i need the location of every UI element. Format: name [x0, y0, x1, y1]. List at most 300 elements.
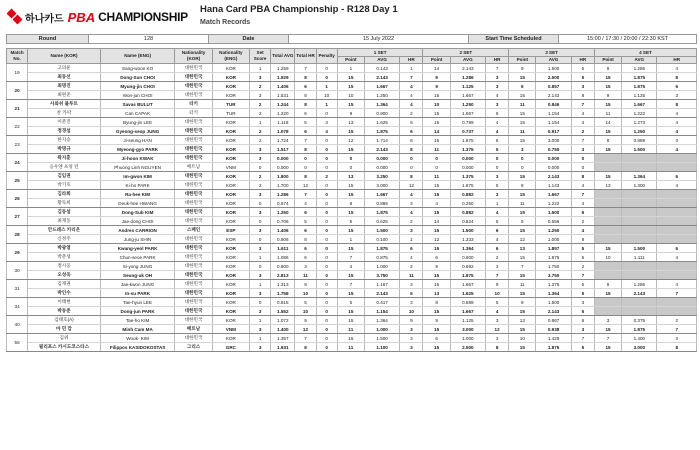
set-2-avg: 0.000	[450, 154, 485, 163]
penalty: 0	[316, 343, 337, 352]
nationality-eng: TUR	[212, 109, 249, 118]
set-2-hr: 4	[486, 91, 509, 100]
player-name-eng: Deuk-hee HWANG	[100, 199, 175, 208]
set-1-avg: 1.364	[364, 316, 399, 325]
set-2-avg: 1.625	[450, 289, 485, 298]
set-3-hr: 2	[571, 127, 594, 136]
set-2-point: 9	[423, 73, 450, 82]
set-1-avg: 1.100	[364, 343, 399, 352]
player-name-kor: 김동섭	[28, 208, 101, 217]
set-3-hr: 4	[571, 181, 594, 190]
col-hr: HR	[657, 57, 697, 64]
set-score: 3	[250, 154, 271, 163]
player-row	[7, 217, 697, 226]
set-2-avg: 0.692	[450, 262, 485, 271]
set-3-avg: 0.000	[536, 163, 571, 172]
nationality-eng: TUR	[212, 100, 249, 109]
set-2-avg: 1.333	[450, 235, 485, 244]
set-2-hr: 4	[486, 235, 509, 244]
total-hr: 11	[295, 271, 316, 280]
set-3-point: 15	[509, 271, 536, 280]
set-1-hr: 9	[400, 316, 423, 325]
set-2-point: 13	[423, 289, 450, 298]
penalty: 0	[316, 262, 337, 271]
set-1-point: 15	[337, 145, 364, 154]
championship-logo	[8, 7, 188, 27]
set-4-hr	[657, 217, 697, 226]
player-name-eng: Ki-ho PARK	[100, 181, 175, 190]
set-1-avg: 0.000	[364, 163, 399, 172]
nationality-kor: 대한민국	[175, 298, 212, 307]
total-avg: 1.517	[271, 145, 295, 154]
set-3-point: 10	[509, 334, 536, 343]
set-4-hr: 8	[657, 100, 697, 109]
set-score: 2	[250, 109, 271, 118]
set-4-point: 15	[594, 100, 621, 109]
set-4-point	[594, 190, 621, 199]
set-score: 3	[250, 145, 271, 154]
set-1-hr: 1	[400, 235, 423, 244]
match-number: 21	[7, 100, 28, 118]
col-name-kor: Name (KOR)	[28, 49, 101, 64]
penalty: 0	[316, 316, 337, 325]
player-name-eng: Phuong Linh NGUYEN	[100, 163, 175, 172]
set-score: 1	[250, 253, 271, 262]
set-2-avg: 0.824	[450, 217, 485, 226]
player-row	[7, 307, 697, 316]
col-nationality-kor: Nationality (KOR)	[175, 49, 212, 64]
set-4-hr	[657, 199, 697, 208]
player-name-eng: Andres CARRION	[100, 226, 175, 235]
player-name-kor: 김태호(A)	[28, 316, 101, 325]
set-3-avg: 0.857	[536, 82, 571, 91]
total-hr: 8	[295, 73, 316, 82]
set-1-point: 10	[337, 91, 364, 100]
set-4-hr: 3	[657, 91, 697, 100]
penalty: 0	[316, 136, 337, 145]
start-time-label: Start Time Scheduled	[469, 35, 559, 44]
set-2-avg: 0.600	[450, 253, 485, 262]
set-3-hr: 0	[571, 163, 594, 172]
set-3-avg: 1.500	[536, 64, 571, 73]
player-row	[7, 199, 697, 208]
set-2-hr: 9	[486, 280, 509, 289]
player-name-eng: Savas BULUT	[100, 100, 175, 109]
set-1-hr: 12	[400, 181, 423, 190]
set-2-avg: 1.667	[450, 91, 485, 100]
total-hr: 12	[295, 325, 316, 334]
set-2-point: 6	[423, 334, 450, 343]
set-2-hr: 3	[486, 100, 509, 109]
total-avg: 0.815	[271, 298, 295, 307]
set-1-point: 7	[337, 280, 364, 289]
set-2-avg: 1.000	[450, 334, 485, 343]
match-number: 40	[7, 316, 28, 334]
set-4-point: 15	[594, 73, 621, 82]
set-3-avg: 2.143	[536, 91, 571, 100]
set-1-point: 9	[337, 109, 364, 118]
set-1-hr: 5	[400, 289, 423, 298]
set-1-avg: 0.900	[364, 109, 399, 118]
set-1-hr: 8	[400, 172, 423, 181]
set-3-avg: 0.846	[536, 100, 571, 109]
set-score: 2	[250, 181, 271, 190]
penalty: 0	[316, 64, 337, 73]
set-1-avg: 1.250	[364, 91, 399, 100]
player-row	[7, 163, 697, 172]
nationality-kor: 터키	[175, 100, 212, 109]
penalty: 0	[316, 280, 337, 289]
set-2-hr: 6	[486, 109, 509, 118]
penalty: 0	[316, 307, 337, 316]
set-1-point: 15	[337, 208, 364, 217]
player-row	[7, 271, 697, 280]
set-score: 3	[250, 325, 271, 334]
set-score: 2	[250, 136, 271, 145]
set-2-avg: 1.375	[450, 172, 485, 181]
player-row	[7, 109, 697, 118]
player-name-kor: 오성욱	[28, 271, 101, 280]
set-4-hr: 4	[657, 181, 697, 190]
set-3-hr: 5	[571, 343, 594, 352]
set-2-point: 14	[423, 217, 450, 226]
set-2-avg: 0.250	[450, 199, 485, 208]
set-3-hr: 6	[571, 208, 594, 217]
set-score: 1	[250, 316, 271, 325]
set-3-avg: 0.750	[536, 145, 571, 154]
set-2-hr: 3	[486, 190, 509, 199]
total-hr: 5	[295, 298, 316, 307]
date-label: Date	[209, 35, 289, 44]
set-4-avg: 1.364	[622, 172, 657, 181]
nationality-kor: 대한민국	[175, 118, 212, 127]
set-4-avg: 1.500	[622, 244, 657, 253]
total-hr: 7	[295, 136, 316, 145]
set-1-point: 15	[337, 127, 364, 136]
nationality-eng: KOR	[212, 235, 249, 244]
total-hr: 4	[295, 199, 316, 208]
set-1-point: 15	[337, 307, 364, 316]
total-avg: 1.244	[271, 100, 295, 109]
set-3-hr: 8	[571, 172, 594, 181]
col-avg: AVG	[450, 57, 485, 64]
col-avg: AVG	[622, 57, 657, 64]
nationality-kor: 대한민국	[175, 262, 212, 271]
set-4-point: 8	[594, 136, 621, 145]
player-name-eng: Chun-seoe PARK	[100, 253, 175, 262]
set-3-avg: 1.500	[536, 208, 571, 217]
set-3-point: 11	[509, 280, 536, 289]
player-name-eng: Si-yong JUNG	[100, 262, 175, 271]
set-4-hr: 4	[657, 253, 697, 262]
total-hr: 6	[295, 127, 316, 136]
set-2-avg: 0.882	[450, 190, 485, 199]
total-hr: 8	[295, 343, 316, 352]
player-row	[7, 82, 697, 91]
set-3-hr: 7	[571, 334, 594, 343]
penalty: 0	[316, 181, 337, 190]
total-avg: 1.929	[271, 73, 295, 82]
set-4-avg: 2.143	[622, 289, 657, 298]
set-1-point: 11	[337, 325, 364, 334]
set-1-avg: 3.000	[364, 181, 399, 190]
nationality-eng: VNM	[212, 325, 249, 334]
set-2-hr: 4	[486, 127, 509, 136]
set-4-avg	[622, 163, 657, 172]
set-3-point: 13	[509, 244, 536, 253]
set-2-avg: 1.667	[450, 280, 485, 289]
set-3-avg: 0.917	[536, 127, 571, 136]
page-title: Hana Card PBA Championship - R128 Day 1	[200, 4, 398, 15]
player-name-kor: 박기호	[28, 181, 101, 190]
set-2-point: 14	[423, 64, 450, 73]
set-2-point: 4	[423, 199, 450, 208]
set-4-point	[594, 199, 621, 208]
nationality-eng: KOR	[212, 316, 249, 325]
set-score: 3	[250, 91, 271, 100]
player-name-kor: 한지승	[28, 136, 101, 145]
penalty: 2	[316, 172, 337, 181]
col-set-2: 2 SET	[423, 49, 509, 57]
set-4-point: 10	[594, 253, 621, 262]
total-hr: 6	[295, 226, 316, 235]
set-4-point: 15	[594, 244, 621, 253]
set-3-point: 15	[509, 190, 536, 199]
set-1-point: 15	[337, 289, 364, 298]
nationality-kor: 대한민국	[175, 145, 212, 154]
player-row	[7, 226, 697, 235]
set-2-point: 11	[423, 145, 450, 154]
set-2-hr: 5	[486, 217, 509, 226]
set-1-hr: 2	[400, 217, 423, 226]
set-1-point: 4	[337, 262, 364, 271]
set-1-point: 5	[337, 217, 364, 226]
total-avg: 1.531	[271, 91, 295, 100]
total-avg: 0.000	[271, 163, 295, 172]
set-1-avg: 2.143	[364, 73, 399, 82]
set-3-avg: 2.143	[536, 307, 571, 316]
set-score: 0	[250, 235, 271, 244]
set-4-point	[594, 154, 621, 163]
col-total-avg: Total AVG	[271, 49, 295, 64]
nationality-eng: KOR	[212, 154, 249, 163]
nationality-eng: KOR	[212, 334, 249, 343]
set-1-avg: 0.143	[364, 64, 399, 73]
col-set-score: Set Score	[250, 49, 271, 64]
player-name-eng: Seung-uk OH	[100, 271, 175, 280]
penalty: 0	[316, 325, 337, 334]
set-2-avg: 0.889	[450, 298, 485, 307]
total-avg: 1.357	[271, 334, 295, 343]
set-1-hr: 6	[400, 136, 423, 145]
nationality-eng: KOR	[212, 262, 249, 271]
set-3-avg: 1.143	[536, 181, 571, 190]
set-3-point: 11	[509, 127, 536, 136]
set-2-avg: 1.375	[450, 145, 485, 154]
set-2-avg: 0.000	[450, 163, 485, 172]
nationality-kor: 대한민국	[175, 154, 212, 163]
set-4-avg	[622, 226, 657, 235]
penalty: 0	[316, 271, 337, 280]
player-name-eng: Minh Cam MA	[100, 325, 175, 334]
set-3-avg: 1.875	[536, 343, 571, 352]
player-name-eng: Ji-seung HAN	[100, 136, 175, 145]
set-1-hr: 3	[400, 334, 423, 343]
set-4-avg	[622, 271, 657, 280]
set-1-point: 15	[337, 334, 364, 343]
player-name-eng: Filippos KASIDOKOSTAS	[100, 343, 175, 352]
set-1-point: 15	[337, 271, 364, 280]
player-name-eng: Sang-woon KO	[100, 64, 175, 73]
penalty: 0	[316, 145, 337, 154]
set-3-point: 11	[509, 100, 536, 109]
set-score: 3	[250, 343, 271, 352]
player-name-kor: 이분진	[28, 118, 101, 127]
set-2-hr: 0	[486, 163, 509, 172]
player-name-kor: 박인수	[28, 289, 101, 298]
set-score: 1	[250, 280, 271, 289]
round-value: 128	[89, 35, 209, 44]
nationality-kor: 대한민국	[175, 253, 212, 262]
player-name-kor: 최동선	[28, 73, 101, 82]
nationality-kor: 대한민국	[175, 208, 212, 217]
total-hr: 6	[295, 244, 316, 253]
set-2-point: 15	[423, 226, 450, 235]
nationality-kor: 베트남	[175, 325, 212, 334]
penalty: 4	[316, 127, 337, 136]
set-1-avg: 1.167	[364, 280, 399, 289]
set-1-point: 8	[337, 199, 364, 208]
col-hr: HR	[486, 57, 509, 64]
set-score: 1	[250, 334, 271, 343]
set-4-avg: 1.400	[622, 334, 657, 343]
nationality-kor: 대한민국	[175, 334, 212, 343]
total-avg: 1.931	[271, 343, 295, 352]
nationality-eng: KOR	[212, 190, 249, 199]
player-row	[7, 91, 697, 100]
player-name-kor: 정시웅	[28, 262, 101, 271]
set-2-avg: 2.500	[450, 343, 485, 352]
nationality-kor: 대한민국	[175, 190, 212, 199]
nationality-kor: 베트남	[175, 163, 212, 172]
player-row	[7, 235, 697, 244]
player-name-kor: 이태현	[28, 298, 101, 307]
nationality-kor: 대한민국	[175, 73, 212, 82]
penalty: 0	[316, 244, 337, 253]
col-point: Point	[594, 57, 621, 64]
player-row	[7, 190, 697, 199]
set-score: 3	[250, 244, 271, 253]
match-number: 34	[7, 298, 28, 316]
total-avg: 1.724	[271, 136, 295, 145]
set-3-hr: 7	[571, 190, 594, 199]
logo-sponsor-text: 하나카드	[25, 13, 64, 25]
nationality-eng: KOR	[212, 217, 249, 226]
set-2-point: 15	[423, 244, 450, 253]
player-name-eng: Dong-Sub KIM	[100, 208, 175, 217]
set-2-avg: 1.250	[450, 100, 485, 109]
nationality-kor: 대한민국	[175, 307, 212, 316]
player-name-eng: Tae-hyun LEE	[100, 298, 175, 307]
nationality-kor: 대한민국	[175, 316, 212, 325]
set-3-avg: 1.667	[536, 190, 571, 199]
match-number: 28	[7, 226, 28, 244]
player-row	[7, 208, 697, 217]
penalty: 1	[316, 100, 337, 109]
set-4-point	[594, 163, 621, 172]
set-4-point: 15	[594, 145, 621, 154]
nationality-kor: 대한민국	[175, 91, 212, 100]
total-hr: 6	[295, 82, 316, 91]
set-4-avg: 1.875	[622, 73, 657, 82]
set-4-point	[594, 226, 621, 235]
set-2-point: 12	[423, 235, 450, 244]
set-4-avg	[622, 190, 657, 199]
penalty: 0	[316, 163, 337, 172]
col-set-3: 3 SET	[509, 49, 595, 57]
penalty: 10	[316, 91, 337, 100]
player-row	[7, 244, 697, 253]
set-1-point: 15	[337, 190, 364, 199]
set-1-hr: 6	[400, 244, 423, 253]
set-4-hr	[657, 226, 697, 235]
set-4-avg: 1.222	[622, 109, 657, 118]
set-2-point: 0	[423, 154, 450, 163]
set-2-point: 6	[423, 253, 450, 262]
set-3-point: 9	[509, 64, 536, 73]
nationality-eng: KOR	[212, 181, 249, 190]
set-4-hr	[657, 163, 697, 172]
total-hr: 9	[295, 316, 316, 325]
set-score: 3	[250, 190, 271, 199]
set-3-avg: 1.154	[536, 109, 571, 118]
total-hr: 9	[295, 280, 316, 289]
set-3-point: 15	[509, 109, 536, 118]
nationality-eng: KOR	[212, 145, 249, 154]
total-avg: 1.758	[271, 289, 295, 298]
set-3-hr: 5	[571, 280, 594, 289]
total-avg: 1.406	[271, 82, 295, 91]
set-2-hr: 7	[486, 64, 509, 73]
player-row	[7, 100, 697, 109]
set-score: 0	[250, 217, 271, 226]
total-avg: 0.706	[271, 217, 295, 226]
set-4-avg: 1.125	[622, 91, 657, 100]
set-3-point: 7	[509, 262, 536, 271]
nationality-kor: 대한민국	[175, 235, 212, 244]
set-1-point: 15	[337, 226, 364, 235]
set-1-avg: 0.100	[364, 235, 399, 244]
set-4-hr: 3	[657, 334, 697, 343]
set-1-avg: 1.875	[364, 127, 399, 136]
set-2-avg: 1.875	[450, 181, 485, 190]
set-2-hr: 6	[486, 136, 509, 145]
set-2-hr: 4	[486, 208, 509, 217]
set-2-hr: 0	[486, 154, 509, 163]
set-score: 3	[250, 271, 271, 280]
set-1-point: 12	[337, 136, 364, 145]
total-hr: 7	[295, 190, 316, 199]
col-point: Point	[509, 57, 536, 64]
set-score: 0	[250, 298, 271, 307]
player-name-eng: Jae-dong CHOI	[100, 217, 175, 226]
set-1-point: 15	[337, 100, 364, 109]
set-3-point: 15	[509, 73, 536, 82]
set-3-point: 9	[509, 298, 536, 307]
player-name-kor: 정경섭	[28, 127, 101, 136]
set-3-avg: 1.222	[536, 199, 571, 208]
set-2-avg: 1.125	[450, 82, 485, 91]
